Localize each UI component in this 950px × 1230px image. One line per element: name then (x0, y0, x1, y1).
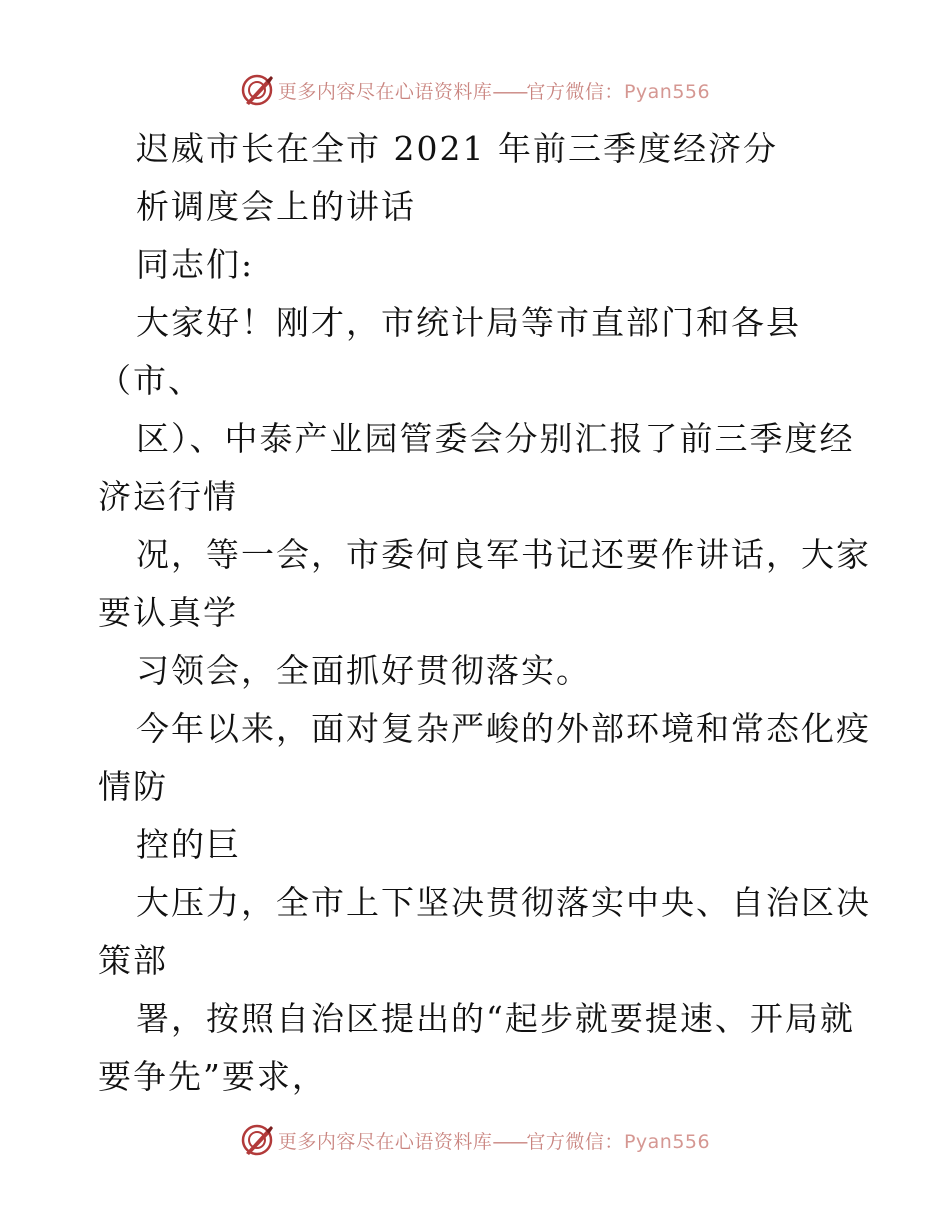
watermark-label: 更多内容尽在心语资料库 (277, 1130, 493, 1153)
watermark-id: Pyan556 (623, 1130, 711, 1153)
paragraph-line: 控的巨 (136, 825, 241, 864)
watermark-text (278, 1127, 710, 1154)
paragraph-line: （市、 (98, 361, 203, 400)
salutation: 同志们: (136, 245, 255, 284)
watermark-suffix: 官方微信： (526, 1130, 624, 1153)
watermark-dash: —— (492, 80, 527, 103)
paragraph-line: 济运行情 (98, 477, 238, 516)
watermark-suffix: 官方微信： (526, 80, 624, 103)
watermark-header (0, 70, 950, 110)
watermark-label: 更多内容尽在心语资料库 (277, 80, 493, 103)
pen-logo-icon (240, 73, 274, 107)
document-title-line-2: 析调度会上的讲话 (136, 187, 416, 226)
paragraph-line: 要争先”要求， (98, 1057, 327, 1096)
pen-logo-icon (240, 1123, 274, 1157)
paragraph-line: 情防 (98, 767, 168, 806)
watermark-text (278, 77, 710, 104)
paragraph-line: 署，按照自治区提出的“起步就要提速、开局就 (136, 999, 855, 1038)
paragraph-line: 区）、中泰产业园管委会分别汇报了前三季度经 (136, 419, 855, 458)
paragraph-line: 大家好！刚才，市统计局等市直部门和各县 (136, 303, 801, 342)
watermark-dash: —— (492, 1130, 527, 1153)
paragraph-line: 习领会，全面抓好贯彻落实。 (136, 651, 591, 690)
watermark-id: Pyan556 (623, 80, 711, 103)
paragraph-line: 策部 (98, 941, 168, 980)
paragraph-line: 况，等一会，市委何良军书记还要作讲话，大家 (136, 535, 871, 574)
paragraph-line: 大压力，全市上下坚决贯彻落实中央、自治区决 (136, 883, 871, 922)
watermark-footer (0, 1120, 950, 1160)
paragraph-line: 要认真学 (98, 593, 238, 632)
document-title-line-1: 迟威市长在全市 2021 年前三季度经济分 (136, 129, 778, 168)
paragraph-line: 今年以来，面对复杂严峻的外部环境和常态化疫 (136, 709, 871, 748)
